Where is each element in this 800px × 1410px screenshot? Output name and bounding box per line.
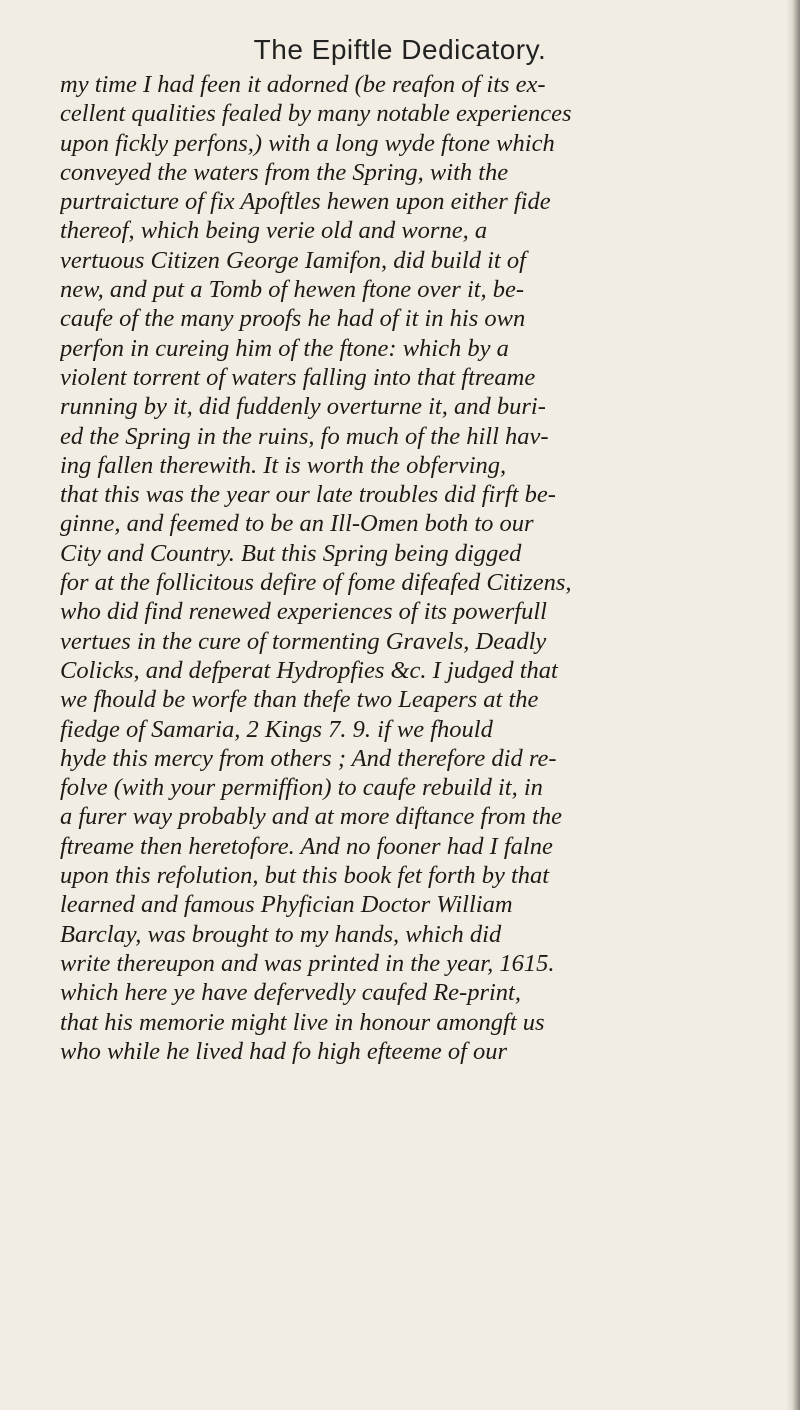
text-line: violent torrent of waters falling into that ftreame: [60, 363, 536, 391]
text-line: ftreame then heretofore. And no fooner had I falne: [60, 832, 553, 860]
text-line: which here ye have defervedly caufed Re-print,: [60, 979, 521, 1007]
text-line: new, and put a Tomb of hewen ftone over it, be-: [60, 276, 525, 304]
text-line: running by it, did fuddenly overturne it, and buri-: [60, 393, 546, 421]
text-line: vertues in the cure of tormenting Gravels, Deadly: [60, 627, 547, 655]
text-line: vertuous Citizen George Iamifon, did build it of: [60, 246, 526, 274]
text-line: purtraicture of fix Apoftles hewen upon either fide: [60, 188, 551, 216]
text-line: thereof, which being verie old and worne, a: [60, 217, 488, 245]
text-line: conveyed the waters from the Spring, with the: [60, 158, 509, 186]
body-text: [60, 70, 770, 1066]
running-head: The Epiftle Dedicatory.: [253, 34, 547, 65]
text-line: write thereupon and was printed in the year, 1615.: [60, 949, 555, 977]
text-line: upon this refolution, but this book fet forth by that: [60, 862, 550, 890]
text-line: for at the follicitous defire of fome difeafed Citizens,: [60, 569, 572, 597]
text-line: a furer way probably and at more diftance from the: [60, 803, 562, 831]
text-line: upon fickly perfons,) with a long wyde ftone which: [60, 129, 555, 157]
text-line: Colicks, and defperat Hydropfies &c. I judged that: [60, 656, 558, 684]
text-line: that his memorie might live in honour amongft us: [60, 1008, 545, 1036]
text-line: folve (with your permiffion) to caufe rebuild it, in: [60, 774, 543, 802]
text-line: Barclay, was brought to my hands, which did: [60, 920, 502, 948]
text-line: who while he lived had fo high efteeme of our: [60, 1037, 508, 1065]
text-line: caufe of the many proofs he had of it in his own: [60, 305, 526, 333]
text-line: that this was the year our late troubles did firft be-: [60, 481, 556, 509]
text-line: hyde this mercy from others ; And therefore did re-: [60, 744, 557, 772]
text-line: ed the Spring in the ruins, fo much of the hill hav-: [60, 422, 549, 450]
text-line: who did find renewed experiences of its powerfull: [60, 598, 547, 626]
page-edge-shadow: [786, 0, 800, 1410]
text-line: my time I had feen it adorned (be reafon of its ex-: [60, 71, 546, 98]
text-line: ing fallen therewith. It is worth the obferving,: [60, 451, 507, 479]
text-line: ginne, and feemed to be an Ill-Omen both to our: [60, 510, 534, 538]
text-line: cellent qualities fealed by many notable experiences: [60, 100, 572, 128]
text-line: fiedge of Samaria, 2 Kings 7. 9. if we fhould: [60, 715, 493, 743]
text-line: City and Country. But this Spring being digged: [60, 539, 522, 567]
text-line: learned and famous Phyfician Doctor William: [60, 891, 513, 919]
text-line: perfon in cureing him of the ftone: which by a: [60, 334, 509, 362]
text-line: we fhould be worfe than thefe two Leapers at the: [60, 686, 539, 714]
